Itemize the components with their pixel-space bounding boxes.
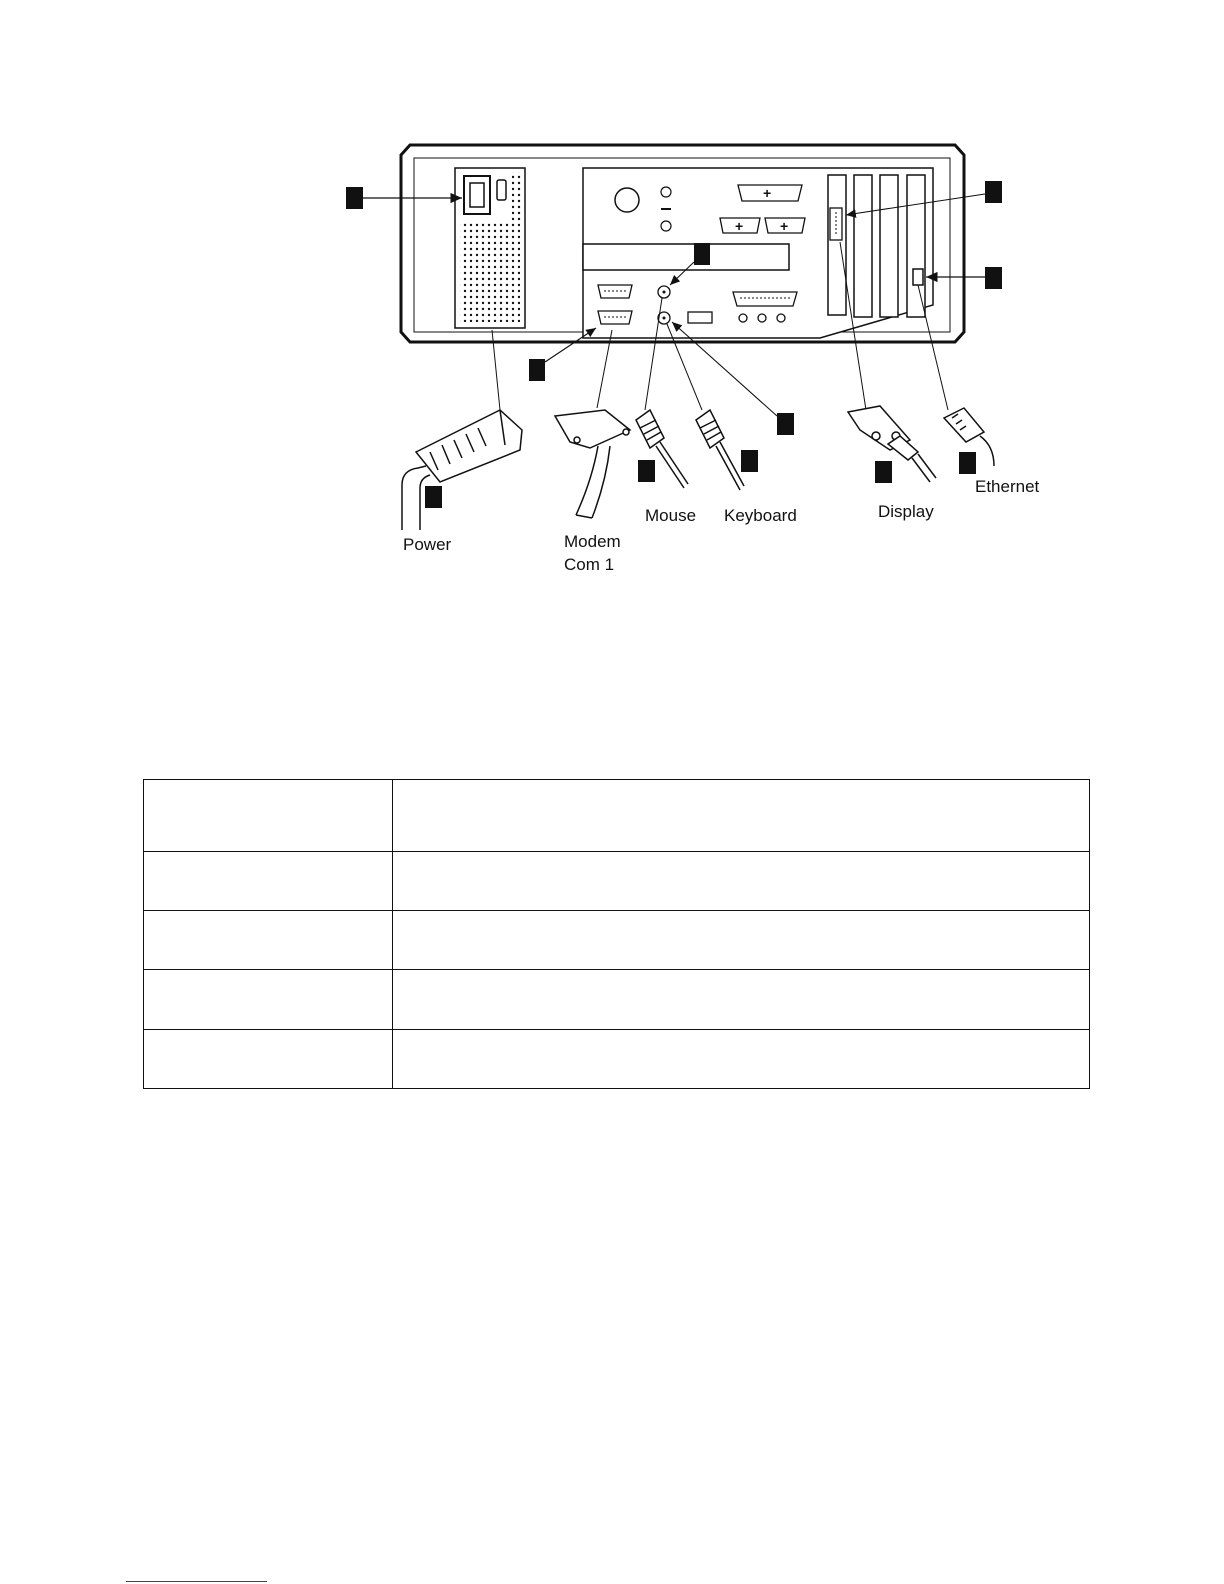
callout-keyboard-cable: [741, 450, 758, 472]
footnote-rule: [126, 1581, 267, 1582]
table-cell: [144, 852, 393, 911]
label-mouse: Mouse: [645, 506, 697, 525]
parallel-port: [733, 292, 797, 306]
svg-text:+: +: [735, 218, 744, 234]
callout-mouse-cable: [638, 460, 655, 482]
table-row: [144, 970, 1090, 1030]
table-cell: [393, 970, 1090, 1030]
power-supply: [455, 168, 525, 328]
callout-power-cable: [425, 486, 442, 508]
serial-port-2: [598, 311, 632, 324]
voltage-switch: [497, 180, 506, 200]
label-power: Power: [403, 535, 452, 554]
svg-text:+: +: [763, 185, 772, 201]
power-cable: [402, 410, 522, 530]
label-display: Display: [878, 502, 934, 521]
table-cell: [144, 1030, 393, 1089]
table-cell: [393, 911, 1090, 970]
table-cell: [144, 780, 393, 852]
svg-text:+: +: [780, 218, 789, 234]
table-row: [144, 1030, 1090, 1089]
table-row: [144, 852, 1090, 911]
ethernet-port: [913, 269, 923, 285]
table-cell: [393, 1030, 1090, 1089]
label-modem: Modem: [564, 532, 621, 551]
table-cell: [393, 780, 1090, 852]
label-keyboard: Keyboard: [724, 506, 797, 525]
table-row: [144, 911, 1090, 970]
power-socket: [464, 176, 490, 214]
table-cell: [144, 970, 393, 1030]
callout-display-cable: [875, 461, 892, 483]
connection-table: [143, 779, 1090, 1089]
table-cell: [144, 911, 393, 970]
label-ethernet: Ethernet: [975, 477, 1040, 496]
usb-port: [688, 312, 712, 323]
label-com1: Com 1: [564, 555, 615, 574]
keyboard-cable: [696, 410, 744, 490]
table-row: [144, 780, 1090, 852]
table-cell: [393, 852, 1090, 911]
serial-cable: [555, 410, 630, 518]
serial-port-1: [598, 285, 632, 298]
callout-ethernet-cable: [959, 452, 976, 474]
